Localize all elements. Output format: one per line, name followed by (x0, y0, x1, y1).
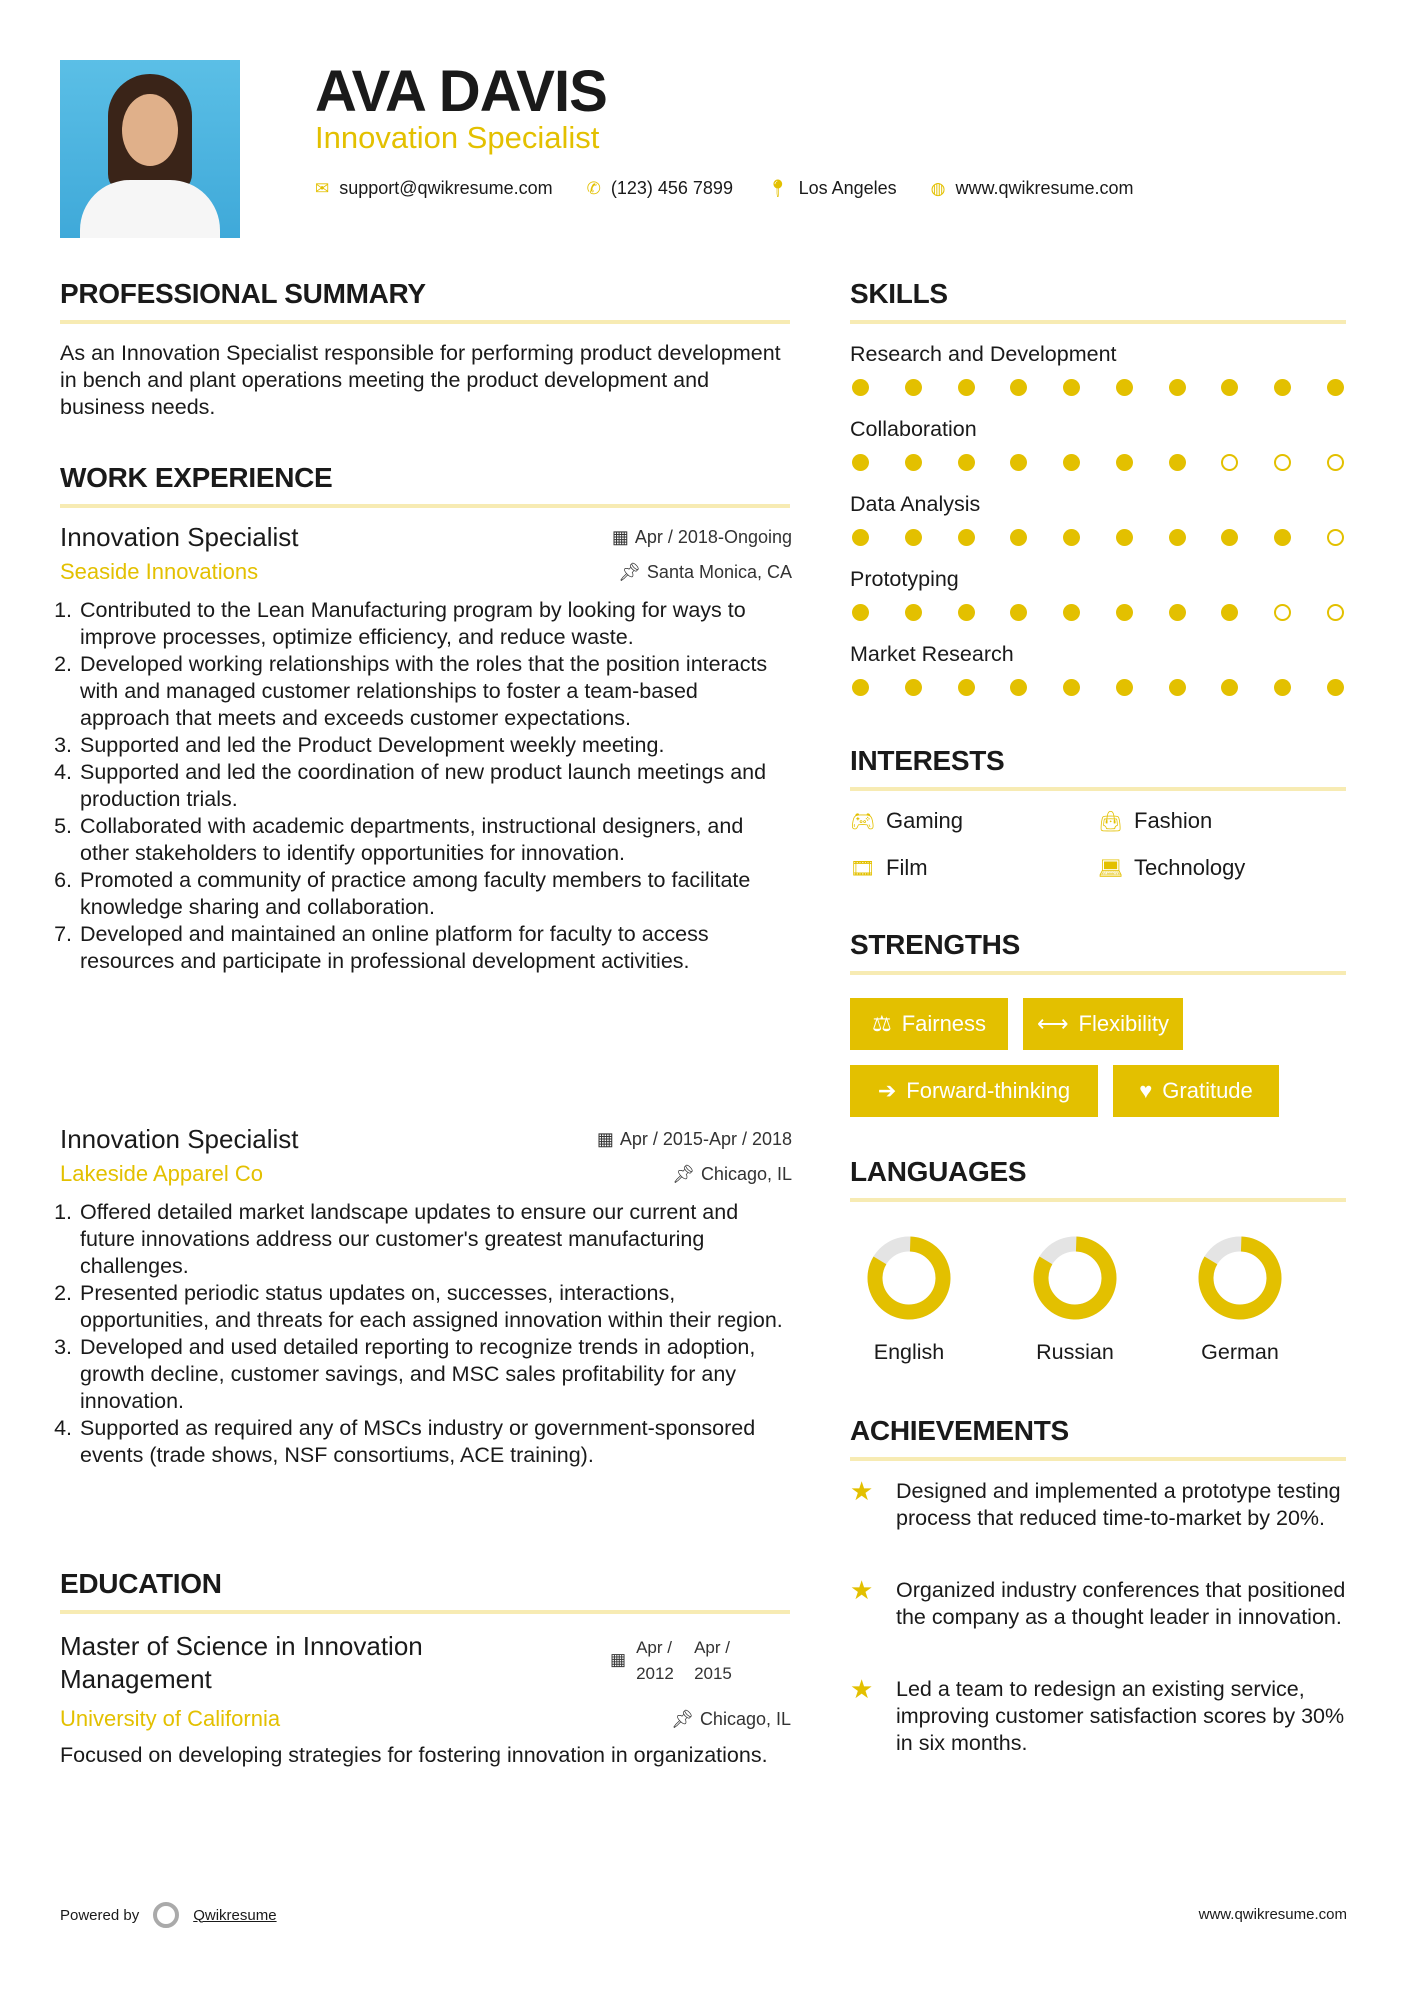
achievement-item (850, 1577, 1350, 1631)
rating-dot-filled (852, 604, 869, 621)
bullet-item: 3. Supported and led the Product Development weekly meeting. (78, 732, 792, 759)
star-icon: ★ (850, 1476, 874, 1506)
job-sub-row (60, 1161, 792, 1187)
rating-dot-filled (1063, 604, 1080, 621)
rating-dot-empty (1327, 604, 1344, 621)
star-icon: ★ (850, 1674, 874, 1704)
rating-dot-filled (1221, 604, 1238, 621)
rating-dot-filled (1063, 529, 1080, 546)
rating-dot-empty (1274, 604, 1291, 621)
achievement-text: Designed and implemented a prototype testing process that reduced time-to-market by 20%. (896, 1479, 1341, 1530)
achievement-text: Led a team to redesign an existing service, improving customer satisfaction scores by 30% in six months. (896, 1677, 1345, 1755)
languages-heading: LANGUAGES (850, 1156, 1027, 1187)
job-title: Innovation Specialist (60, 522, 299, 552)
bullet-item: 3. Developed and used detailed reporting to recognize trends in adoption, growth decline, customer savings, and MSC sales profitability for any innovation. (78, 1334, 792, 1415)
strength-tag (1023, 998, 1183, 1050)
candidate-name: AVA DAVIS (315, 59, 607, 124)
end-date: Apr / 2015 (694, 1638, 732, 1683)
map-pin-icon: 📍︎ (766, 178, 789, 198)
interest-label: Technology (1134, 855, 1246, 880)
powered-by: Powered by (60, 1906, 140, 1924)
rating-dot-filled (1274, 379, 1291, 396)
bullet-item: 1. Offered detailed market landscape updates to ensure our current and future innovations address our customer's greatest manufacturing challenges. (78, 1199, 792, 1280)
rating-dot-filled (1063, 454, 1080, 471)
achievement-text: Organized industry conferences that positioned the company as a thought leader in innovation. (896, 1578, 1346, 1629)
skill-name: Prototyping (850, 567, 959, 591)
calendar-icon: ▦ (610, 1650, 627, 1669)
footer-brand (60, 1902, 277, 1928)
education-heading: EDUCATION (60, 1568, 222, 1599)
interest-item (850, 855, 928, 881)
job-location (672, 1164, 792, 1185)
pin-icon: 📌︎ (672, 1163, 695, 1184)
strength-tag (850, 998, 1008, 1050)
language-donut (864, 1233, 954, 1323)
rating-dot-empty (1327, 529, 1344, 546)
rating-dot-filled (1116, 454, 1133, 471)
skill-item (850, 642, 1346, 696)
brand-link[interactable]: Qwikresume (193, 1906, 277, 1924)
divider (60, 1610, 790, 1614)
rating-dot-filled (1169, 379, 1186, 396)
heart-icon: ♥ (1139, 1078, 1153, 1103)
rating-dot-filled (1010, 604, 1027, 621)
divider (60, 504, 790, 508)
location: Los Angeles (798, 178, 897, 198)
envelope-icon: ✉ (315, 178, 330, 198)
rating-dot-filled (1274, 529, 1291, 546)
bullet-item: 7. Developed and maintained an online platform for faculty to access resources and participate in professional development activities. (78, 921, 792, 975)
star-icon: ★ (850, 1575, 874, 1605)
start-date: Apr / 2012 (636, 1638, 674, 1683)
rating-dot-filled (1169, 454, 1186, 471)
rating-dot-filled (1010, 679, 1027, 696)
arrows-horizontal-icon: ⟷ (1036, 1011, 1069, 1036)
rating-dot-filled (905, 379, 922, 396)
strength-label: Gratitude (1162, 1078, 1253, 1103)
strength-label: Fairness (901, 1011, 987, 1036)
skill-name: Market Research (850, 642, 1014, 666)
rating-dot-filled (1010, 379, 1027, 396)
bullet-item: 4. Supported as required any of MSCs industry or government-sponsored events (trade shows, NSF consortiums, ACE training). (78, 1415, 792, 1469)
achievements-heading: ACHIEVEMENTS (850, 1415, 1069, 1446)
job-location (618, 562, 792, 583)
job-sub-row (60, 559, 792, 585)
arrow-right-icon: ➔ (877, 1078, 897, 1103)
pin-icon: 📌︎ (618, 561, 641, 582)
contact-bar (315, 178, 1134, 199)
rating-dot-filled (1221, 379, 1238, 396)
interests-heading: INTERESTS (850, 745, 1005, 776)
job-header-row (60, 522, 792, 553)
rating-dot-filled (1116, 604, 1133, 621)
divider (850, 320, 1346, 324)
interest-label: Fashion (1134, 808, 1213, 833)
website[interactable]: www.qwikresume.com (955, 178, 1134, 198)
qwikresume-logo-icon (153, 1902, 179, 1928)
skill-rating (850, 379, 1346, 396)
rating-dot-filled (1116, 379, 1133, 396)
calendar-icon: ▦ (596, 1129, 614, 1149)
skill-item (850, 567, 1346, 621)
company-name: Lakeside Apparel Co (60, 1161, 264, 1186)
profile-photo (60, 60, 240, 238)
rating-dot-filled (1169, 604, 1186, 621)
strength-tag (1113, 1065, 1279, 1117)
rating-dot-filled (958, 679, 975, 696)
divider (60, 320, 790, 324)
job-header-row (60, 1124, 792, 1155)
bullet-item: 2. Presented periodic status updates on, successes, interactions, opportunities, and threats for each assigned innovation within their region. (78, 1280, 792, 1334)
candidate-title: Innovation Specialist (315, 120, 600, 155)
job-bullets (60, 1199, 792, 1469)
language-donut (1030, 1233, 1120, 1323)
skill-item (850, 342, 1346, 396)
job-dates-text: Apr / 2018-Ongoing (634, 527, 792, 547)
rating-dot-filled (1010, 454, 1027, 471)
summary-text: As an Innovation Specialist responsible for performing product development in bench and plant operations meeting the product development and business needs. (60, 341, 781, 419)
skill-rating (850, 679, 1346, 696)
achievement-item (850, 1676, 1350, 1757)
rating-dot-filled (1327, 379, 1344, 396)
footer-site[interactable]: www.qwikresume.com (1198, 1906, 1347, 1923)
rating-dot-filled (1221, 679, 1238, 696)
balance-scale-icon: ⚖ (871, 1011, 892, 1036)
email[interactable]: support@qwikresume.com (339, 178, 553, 198)
calendar-icon: ▦ (611, 527, 629, 547)
rating-dot-filled (1169, 529, 1186, 546)
rating-dot-empty (1327, 454, 1344, 471)
language-name: Russian (1036, 1340, 1114, 1364)
bullet-item: 6. Promoted a community of practice among faculty members to facilitate knowledge sharing and collaboration. (78, 867, 792, 921)
rating-dot-filled (1116, 529, 1133, 546)
skill-rating (850, 454, 1346, 471)
interest-item (1098, 855, 1245, 881)
education-dates (610, 1635, 746, 1687)
work-heading: WORK EXPERIENCE (60, 462, 333, 493)
skill-name: Collaboration (850, 417, 977, 441)
rating-dot-filled (958, 529, 975, 546)
rating-dot-filled (958, 379, 975, 396)
rating-dot-filled (1221, 529, 1238, 546)
job-entry (60, 522, 792, 975)
globe-icon: ◍ (930, 178, 946, 198)
company-name: Seaside Innovations (60, 559, 259, 584)
rating-dot-filled (905, 679, 922, 696)
divider (850, 787, 1346, 791)
rating-dot-filled (1063, 379, 1080, 396)
skill-item (850, 492, 1346, 546)
job-location-text: Santa Monica, CA (646, 561, 792, 582)
rating-dot-filled (958, 604, 975, 621)
job-entry (60, 1124, 792, 1469)
rating-dot-filled (1274, 679, 1291, 696)
divider (850, 1198, 1346, 1202)
school: University of California (60, 1706, 281, 1731)
interest-item (850, 808, 963, 834)
rating-dot-filled (1116, 679, 1133, 696)
rating-dot-filled (852, 454, 869, 471)
bullet-item: 1. Contributed to the Lean Manufacturing program by looking for ways to improve processes, optimize efficiency, and reduce waste. (78, 597, 792, 651)
strength-label: Forward-thinking (906, 1078, 1071, 1103)
strength-label: Flexibility (1078, 1011, 1169, 1036)
achievement-item (850, 1478, 1350, 1532)
language-name: English (873, 1340, 945, 1364)
gamepad-icon: 🎮︎ (850, 810, 876, 833)
job-location-text: Chicago, IL (700, 1163, 792, 1184)
rating-dot-filled (958, 454, 975, 471)
strength-tag (850, 1065, 1098, 1117)
education-location: 📌︎ Chicago, IL (671, 1709, 791, 1729)
bullet-item: 5. Collaborated with academic departments, instructional designers, and other stakeholders to identify opportunities for innovation. (78, 813, 792, 867)
rating-dot-empty (1274, 454, 1291, 471)
phone[interactable]: (123) 456 7899 (610, 178, 733, 198)
language-name: German (1201, 1340, 1279, 1364)
skills-heading: SKILLS (850, 278, 948, 309)
bullet-item: 4. Supported and led the coordination of new product launch meetings and production trials. (78, 759, 792, 813)
rating-dot-filled (1327, 679, 1344, 696)
pin-icon: 📌︎ (671, 1709, 694, 1729)
rating-dot-empty (1221, 454, 1238, 471)
education-description: Focused on developing strategies for fostering innovation in organizations. (60, 1743, 768, 1767)
rating-dot-filled (905, 529, 922, 546)
divider (850, 1457, 1346, 1461)
rating-dot-filled (852, 679, 869, 696)
skill-name: Data Analysis (850, 492, 981, 516)
shopping-bag-icon: 👜︎ (1098, 810, 1124, 833)
film-icon: 🎞︎ (850, 857, 876, 880)
rating-dot-filled (852, 379, 869, 396)
skill-name: Research and Development (850, 342, 1117, 366)
phone-icon: ✆ (586, 178, 601, 198)
job-bullets (60, 597, 792, 975)
divider (850, 971, 1346, 975)
summary-heading: PROFESSIONAL SUMMARY (60, 278, 426, 309)
job-title: Innovation Specialist (60, 1124, 299, 1154)
rating-dot-filled (852, 529, 869, 546)
rating-dot-filled (905, 454, 922, 471)
laptop-icon: 💻︎ (1098, 857, 1124, 880)
job-dates (597, 1129, 792, 1150)
strengths-heading: STRENGTHS (850, 929, 1020, 960)
skill-rating (850, 604, 1346, 621)
job-dates (612, 527, 792, 548)
degree: Master of Science in Innovation Management (60, 1631, 423, 1694)
interest-label: Gaming (886, 808, 964, 833)
rating-dot-filled (1010, 529, 1027, 546)
rating-dot-filled (1169, 679, 1186, 696)
rating-dot-filled (1063, 679, 1080, 696)
bullet-item: 2. Developed working relationships with the roles that the position interacts with and managed customer relationships to foster a team-based approach that meets and exceeds customer expectations. (78, 651, 792, 732)
rating-dot-filled (905, 604, 922, 621)
interest-label: Film (886, 855, 928, 880)
skill-rating (850, 529, 1346, 546)
interest-item (1098, 808, 1212, 834)
language-donut (1195, 1233, 1285, 1323)
job-dates-text: Apr / 2015-Apr / 2018 (619, 1129, 792, 1149)
skill-item (850, 417, 1346, 471)
